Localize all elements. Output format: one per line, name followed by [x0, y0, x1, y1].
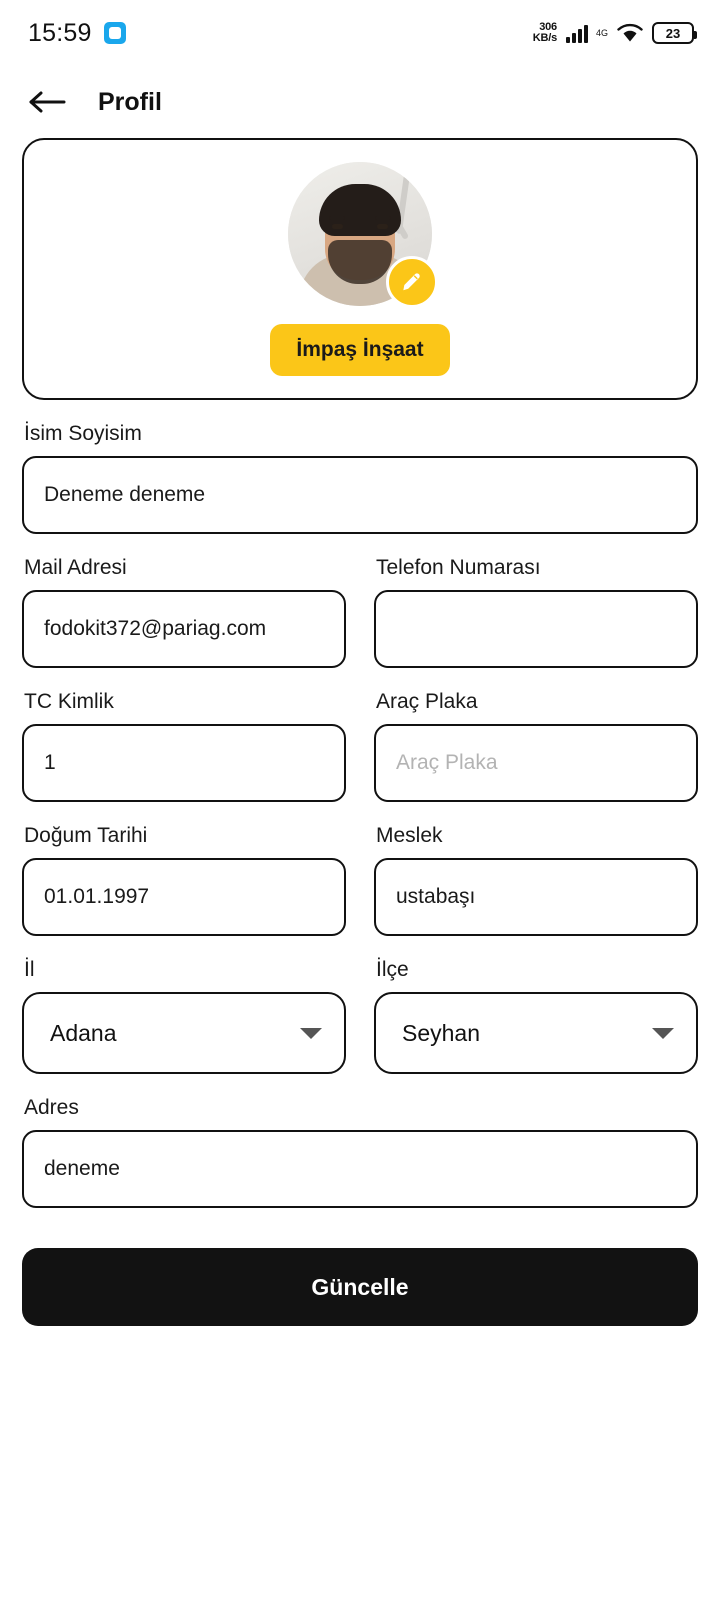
pencil-icon[interactable]: [386, 256, 438, 308]
back-arrow-icon[interactable]: [28, 88, 68, 116]
profile-card: [22, 138, 698, 400]
birthdate-label: Doğum Tarihi: [24, 824, 148, 847]
wifi-icon: [617, 23, 643, 43]
status-bar-right: [533, 22, 694, 44]
job-input[interactable]: ustabaşı: [374, 858, 698, 936]
status-clock: 15:59: [28, 18, 92, 47]
signal-network-type-label: 4G: [595, 28, 608, 38]
name-input[interactable]: Deneme deneme: [22, 456, 698, 534]
phone-label: Telefon Numarası: [376, 556, 541, 579]
avatar-wrapper: [288, 162, 432, 306]
address-input[interactable]: deneme: [22, 1130, 698, 1208]
district-label: İlçe: [376, 958, 409, 981]
cellular-signal-icon: [566, 23, 588, 43]
tc-input[interactable]: 1: [22, 724, 346, 802]
city-selected-value: Adana: [50, 1019, 117, 1046]
status-bar-left: [28, 19, 126, 48]
network-speed-indicator: [533, 22, 557, 44]
birthdate-input[interactable]: 01.01.1997: [22, 858, 346, 936]
city-label: İl: [24, 958, 35, 981]
email-input[interactable]: fodokit372@pariag.com: [22, 590, 346, 668]
submit-section: [0, 1208, 720, 1326]
company-chip[interactable]: İmpaş İnşaat: [270, 324, 449, 376]
phone-input[interactable]: [374, 590, 698, 668]
plate-label: Araç Plaka: [376, 690, 478, 713]
chevron-down-icon: [652, 1028, 674, 1039]
network-speed-value: 306: [539, 21, 557, 33]
name-label: İsim Soyisim: [24, 422, 142, 445]
page-title: Profil: [98, 87, 162, 116]
profile-form: [0, 138, 720, 1208]
city-select[interactable]: [22, 992, 346, 1074]
district-select[interactable]: [374, 992, 698, 1074]
battery-level-label: 23: [665, 25, 681, 41]
app-bar: [0, 66, 720, 138]
plate-input[interactable]: Araç Plaka: [374, 724, 698, 802]
address-label: Adres: [24, 1096, 79, 1119]
app-notification-icon: [104, 22, 126, 44]
battery-icon: [652, 22, 694, 44]
district-selected-value: Seyhan: [402, 1019, 481, 1046]
chevron-down-icon: [300, 1028, 322, 1039]
update-button[interactable]: Güncelle: [22, 1248, 698, 1326]
tc-label: TC Kimlik: [24, 690, 114, 713]
status-bar: [0, 0, 720, 66]
job-label: Meslek: [376, 824, 443, 847]
network-speed-unit: KB/s: [532, 32, 557, 44]
email-label: Mail Adresi: [24, 556, 127, 579]
